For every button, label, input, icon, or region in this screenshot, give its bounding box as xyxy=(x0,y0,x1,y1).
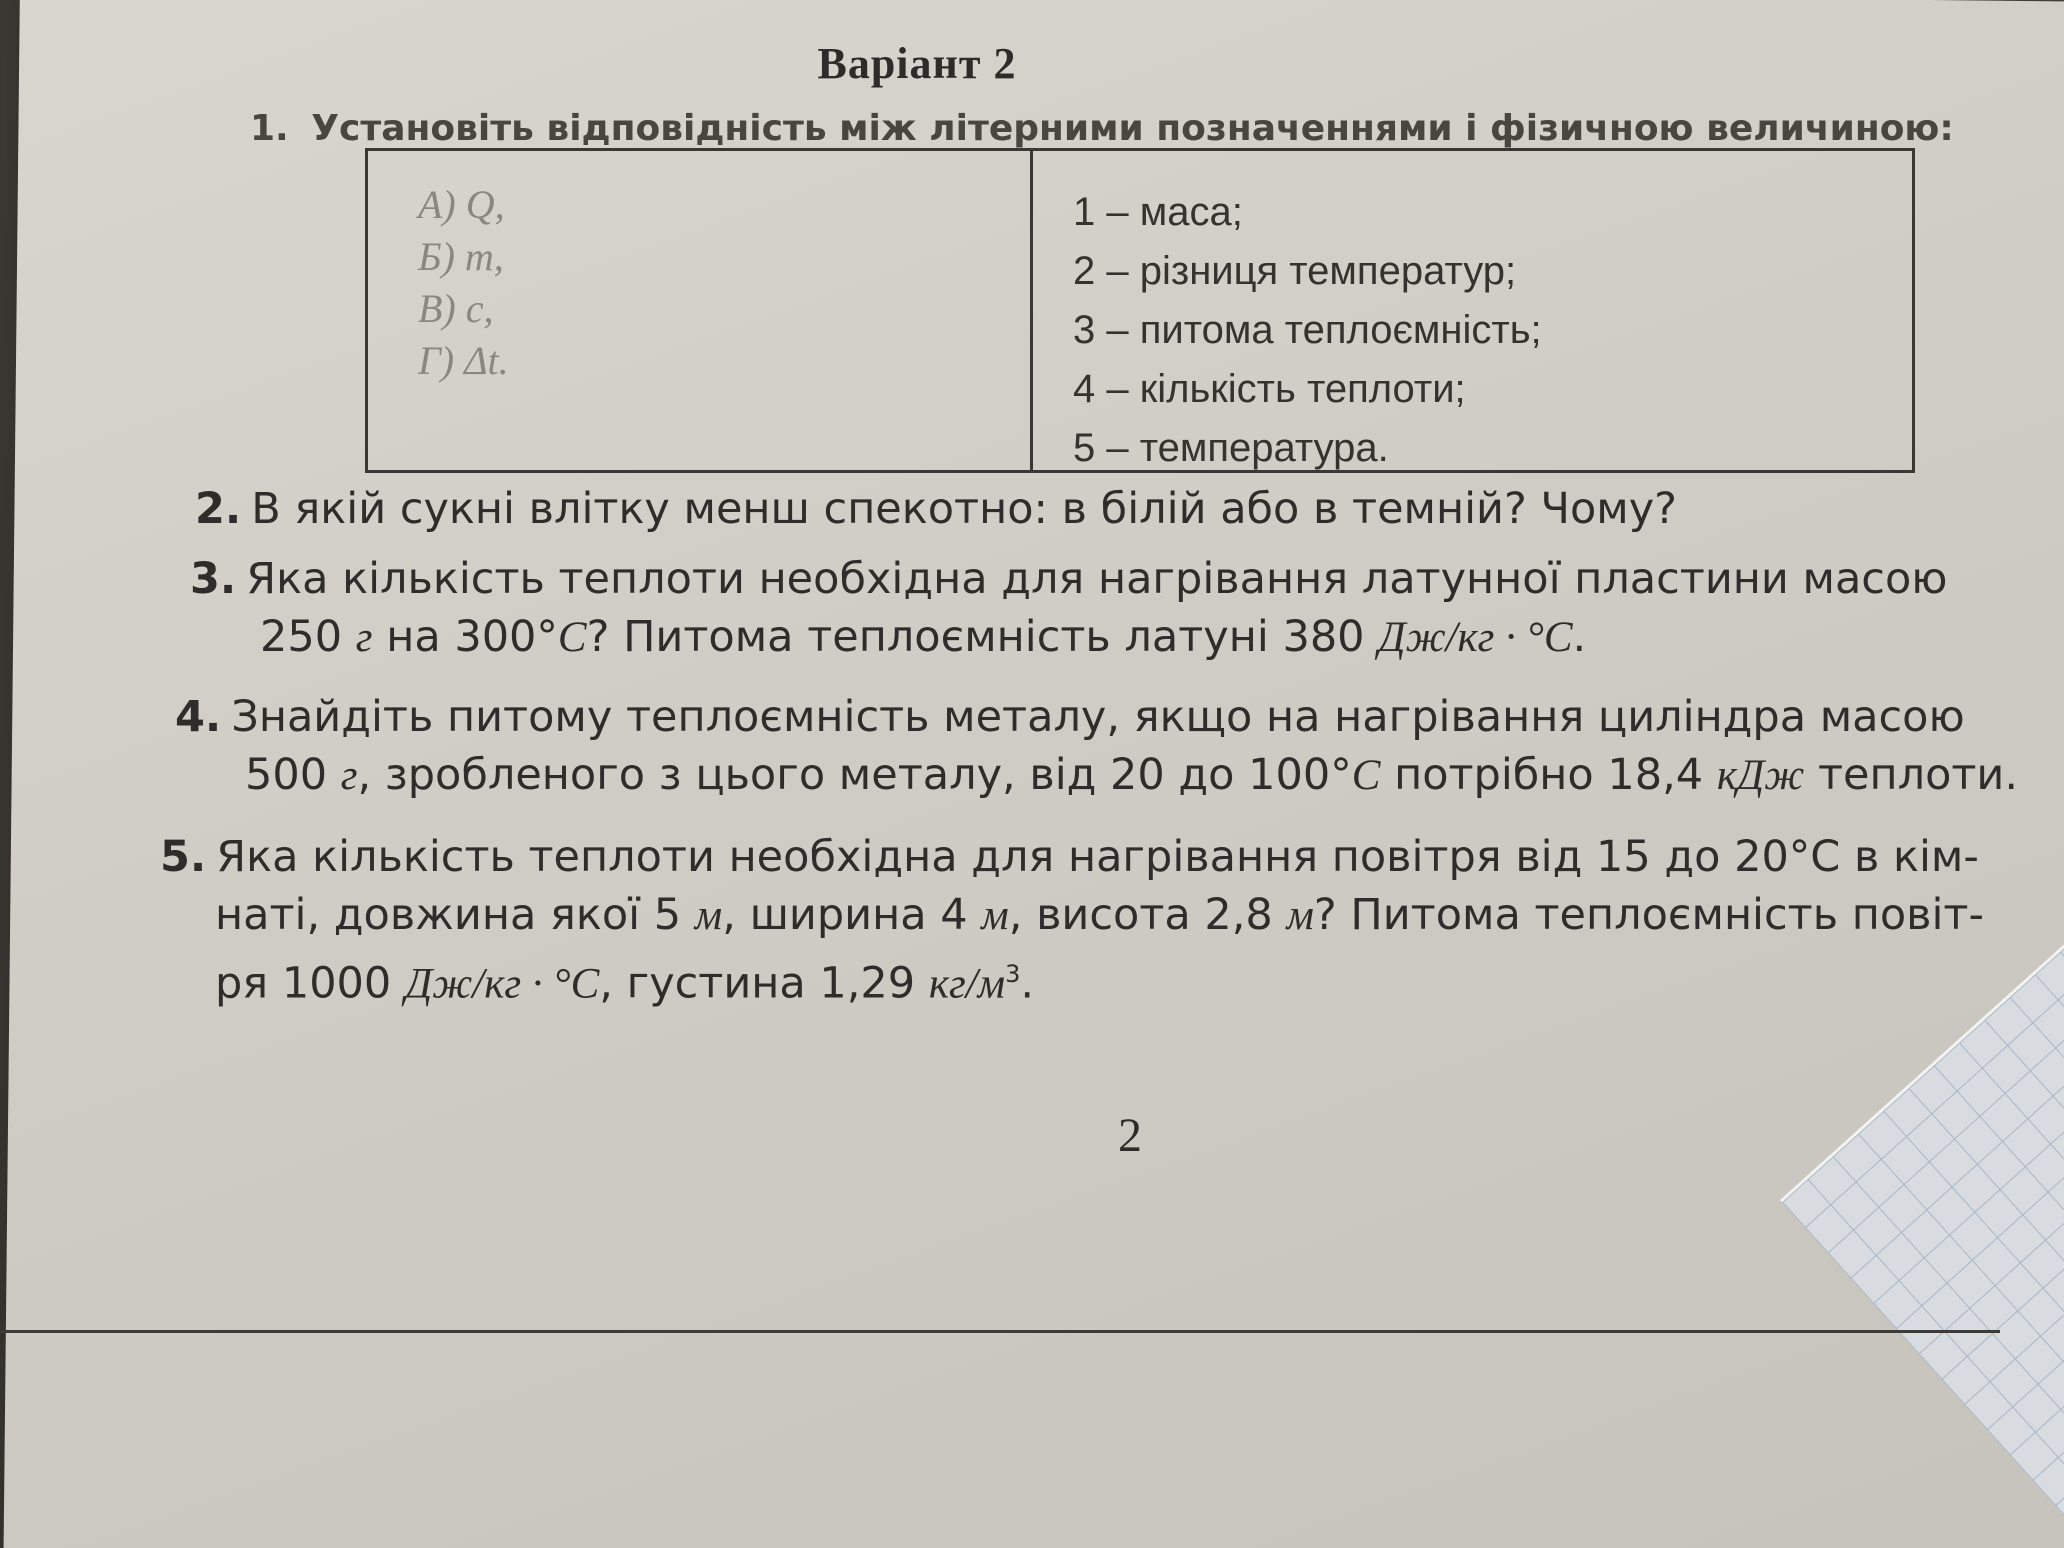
unit-celsius: С xyxy=(557,614,587,661)
unit-cube-exponent: 3 xyxy=(1005,960,1021,988)
unit-specific-heat: Дж/кг · °С xyxy=(1378,614,1573,661)
matching-symbols-column xyxy=(368,151,1033,470)
quantity-item: 4 – кількість теплоти; xyxy=(1073,367,1466,411)
quantity-item: 3 – питома теплоємність; xyxy=(1073,308,1542,352)
task-5-line-1: Яка кількість теплоти необхідна для нагрівання повітря від 15 до 20°С в кім- xyxy=(216,832,1979,882)
unit-kilojoule: кДж xyxy=(1716,752,1805,799)
task-5-text: , висота 2,8 xyxy=(1008,890,1273,940)
task-5-text: ? Питома теплоємність повіт- xyxy=(1313,890,1984,940)
task-5-text: , густина 1,29 xyxy=(599,958,916,1009)
task-5-period: . xyxy=(1020,958,1035,1009)
task-5-text: , ширина 4 xyxy=(722,890,968,940)
unit-specific-heat: Дж/кг · °С xyxy=(404,960,600,1008)
variant-heading: Варіант 2 xyxy=(817,39,1017,88)
page-number: 2 xyxy=(1118,1109,1142,1162)
task-4-text: потрібно 18,4 xyxy=(1394,750,1704,800)
unit-gram: г xyxy=(355,614,373,661)
task-3 xyxy=(190,550,1980,667)
unit-celsius: С xyxy=(1351,752,1381,799)
task-5 xyxy=(160,828,2020,1013)
task-1-number: 1. xyxy=(250,108,289,149)
task-3-period: . xyxy=(1572,612,1587,662)
symbol-item: В) c, xyxy=(418,286,494,331)
task-3-line-1: Яка кількість теплоти необхідна для нагрівання латунної пластини масою xyxy=(246,554,1948,604)
task-3-text: на 300° xyxy=(386,612,558,662)
unit-meter: м xyxy=(1286,892,1314,939)
task-2 xyxy=(195,480,1695,538)
task-4-text: теплоти. xyxy=(1817,750,2019,800)
task-5-number: 5. xyxy=(160,832,207,882)
task-4-value: 500 xyxy=(245,750,328,800)
unit-density: кг/м xyxy=(928,960,1006,1008)
task-2-number: 2. xyxy=(195,484,242,534)
task-3-text: ? Питома теплоємність латуні 380 xyxy=(586,612,1365,662)
unit-meter: м xyxy=(981,892,1009,939)
quantity-item: 2 – різниця температур; xyxy=(1073,249,1517,293)
unit-meter: м xyxy=(694,892,723,939)
task-4-text: , зробленого з цього металу, від 20 до 100° xyxy=(357,750,1352,800)
matching-table xyxy=(365,148,1915,473)
task-4-line-1: Знайдіть питому теплоємність металу, якщо на нагрівання циліндра масою xyxy=(231,692,1965,742)
task-4-number: 4. xyxy=(175,692,222,742)
unit-gram: г xyxy=(340,752,358,799)
task-3-value: 250 xyxy=(260,612,343,662)
quantity-item: 1 – маса; xyxy=(1073,190,1243,234)
symbol-item: Г) Δt. xyxy=(418,338,509,383)
symbol-item: Б) m, xyxy=(418,234,504,279)
task-3-number: 3. xyxy=(190,554,237,604)
task-2-text: В якій сукні влітку менш спекотно: в білій або в темній? Чому? xyxy=(251,484,1677,534)
task-1-text: Установіть відповідність між літерними позначеннями і фізичною величиною: xyxy=(311,108,1954,149)
page-edge-line xyxy=(0,1330,2000,1333)
task-5-text: наті, довжина якої 5 xyxy=(215,890,682,940)
quantity-item: 5 – температура. xyxy=(1073,426,1389,470)
task-4 xyxy=(175,688,2019,805)
task-5-text: ря 1000 xyxy=(215,958,392,1009)
matching-quantities-column xyxy=(1033,151,1912,470)
symbol-item: А) Q, xyxy=(418,182,505,227)
